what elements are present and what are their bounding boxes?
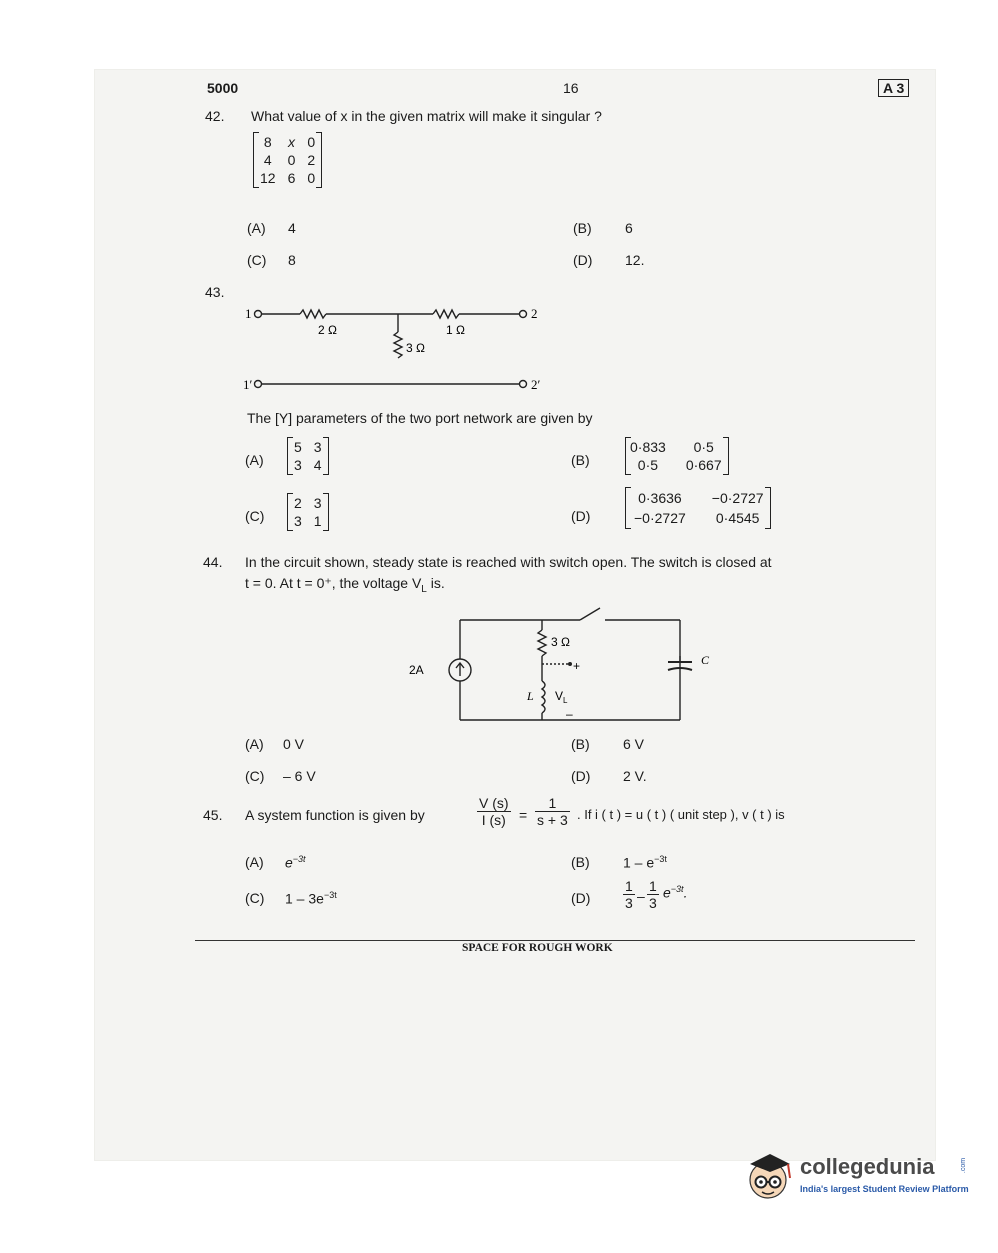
q44-plus-sign: +: [573, 659, 581, 673]
q42-option-b-label: (B): [573, 220, 592, 236]
q44-option-d: 2 V.: [623, 768, 647, 784]
q45-number: 45.: [203, 807, 223, 823]
q43-number: 43.: [205, 284, 225, 300]
q44-option-b-label: (B): [571, 736, 590, 752]
q44-option-a: 0 V: [283, 736, 305, 752]
q45-option-d-label: (D): [571, 890, 591, 906]
q43-port-1: 1: [245, 306, 252, 321]
q45-option-c-label: (C): [245, 890, 265, 906]
q43-option-c-matrix: 2 3 3 1: [287, 494, 329, 530]
q42-option-b: 6: [625, 220, 633, 236]
q42-option-c-label: (C): [247, 252, 267, 268]
q45-fraction-vs-is: $\frac{V (s)}{I (s)}$: [479, 795, 509, 828]
q44-option-a-label: (A): [245, 736, 264, 752]
q44-voltage-vl: $V_L$: [555, 689, 568, 705]
mascot-icon: [742, 1150, 798, 1202]
page-number: 16: [563, 80, 579, 96]
q42-option-c: 8: [288, 252, 296, 268]
q44-inductor-label: L: [527, 689, 534, 703]
q44-source-2a: 2A: [409, 663, 424, 677]
q44-option-c-label: (C): [245, 768, 265, 784]
q43-option-b-label: (B): [571, 452, 590, 468]
q43-option-a-label: (A): [245, 452, 264, 468]
q42-text: What value of x in the given matrix will make it singular ?: [251, 108, 602, 124]
collegedunia-logo: [742, 1148, 972, 1208]
logo-tagline: India's largest Student Review Platform: [800, 1184, 969, 1194]
q43-port-2: 2: [531, 306, 538, 321]
q42-number: 42.: [205, 108, 225, 124]
q44-option-d-label: (D): [571, 768, 591, 784]
exam-page: 5000 16 A 3 42. What value of x in the given matrix will make it singular ? 8 x 0 4 0 2 12 6 0 (A) 4 (B) 6 (C) 8 (D) 12. 43. 1 2 1′ 2′ 2 Ω 1 Ω 3 Ω The [Y] parameters of the two port network are given by (A) 5 3 3 4 (B) 0·833 0·5 0·5 0·667 (C) 2 3 3 1 (D) 0·3636 −0·2727 −0·2727 0·4545 44. In the circuit shown, steady state is reached with switch open. The switch is closed at t = 0. At t = 0⁺, the voltage $V_L$ is. 2A 3 Ω L $V_L$ + – C (A) 0 V (B) 6 V (C) – 6 V (D) 2 V. 45. A system function is given by $\frac{V (s)}{I (s)}$ = $\frac{1}{s + 3}$ . If i ( t ) = u ( t ) ( unit step ), v ( t ) is (A) $e^{-3t}$ (B) $1 - e^{-3t}$ (C) $1 - 3e^{-3t}$ (D) $\frac{1}{3}$ – $\frac{1}{3}$ $e^{-3t}$. SPACE FOR ROUGH WORK: [95, 70, 935, 1160]
q45-option-c: $1 - 3e^{-3t}$: [285, 890, 337, 907]
q45-text-post: . If i ( t ) = u ( t ) ( unit step ), v ( t ) is: [577, 807, 785, 822]
q43-resistor-2ohm: 2 Ω: [318, 323, 337, 337]
q43-option-a-matrix: 5 3 3 4: [287, 438, 329, 474]
logo-wordmark: collegedunia: [800, 1154, 935, 1179]
q43-port-2-prime: 2′: [531, 377, 541, 392]
q45-option-b-label: (B): [571, 854, 590, 870]
q45-option-a-label: (A): [245, 854, 264, 870]
q44-number: 44.: [203, 554, 223, 570]
set-code-box: A 3: [878, 79, 909, 97]
rough-work-divider: [195, 940, 915, 941]
q43-text: The [Y] parameters of the two port network are given by: [247, 410, 593, 426]
q42-option-a: 4: [288, 220, 296, 236]
q43-option-d-matrix: 0·3636 −0·2727 −0·2727 0·4545: [625, 488, 771, 528]
q43-option-c-label: (C): [245, 508, 265, 524]
q44-option-c: – 6 V: [283, 768, 316, 784]
paper-code: 5000: [207, 80, 239, 96]
rough-work-label: SPACE FOR ROUGH WORK: [462, 942, 613, 954]
q44-switch-circuit: [405, 598, 710, 728]
q44-resistor-3ohm: 3 Ω: [551, 635, 570, 649]
q44-text-line1: In the circuit shown, steady state is reached with switch open. The switch is closed at: [245, 554, 772, 570]
q45-equals: =: [519, 807, 528, 823]
q44-capacitor-label: C: [701, 653, 710, 667]
q42-matrix: 8 x 0 4 0 2 12 6 0: [253, 133, 322, 187]
q43-resistor-1ohm: 1 Ω: [446, 323, 465, 337]
q44-minus-sign: –: [566, 707, 573, 721]
q44-option-b: 6 V: [623, 736, 645, 752]
q42-option-d-label: (D): [573, 252, 593, 268]
q45-fraction-transfer: $\frac{1}{s + 3}$: [537, 795, 568, 828]
q43-option-d-label: (D): [571, 508, 591, 524]
q45-option-a: $e^{-3t}$: [285, 854, 306, 871]
q42-option-a-label: (A): [247, 220, 266, 236]
q44-text-line2: t = 0. At t = 0⁺, the voltage $V_L$ is.: [245, 575, 445, 595]
q43-resistor-3ohm: 3 Ω: [406, 341, 425, 355]
q43-option-b-matrix: 0·833 0·5 0·5 0·667: [625, 438, 729, 474]
q45-text-pre: A system function is given by: [245, 807, 425, 823]
q43-port-1-prime: 1′: [243, 377, 253, 392]
q42-option-d: 12.: [625, 252, 645, 268]
q45-option-b: $1 - e^{-3t}$: [623, 854, 667, 871]
logo-dotcom: .com: [960, 1157, 968, 1174]
q43-two-port-circuit: [240, 302, 560, 397]
